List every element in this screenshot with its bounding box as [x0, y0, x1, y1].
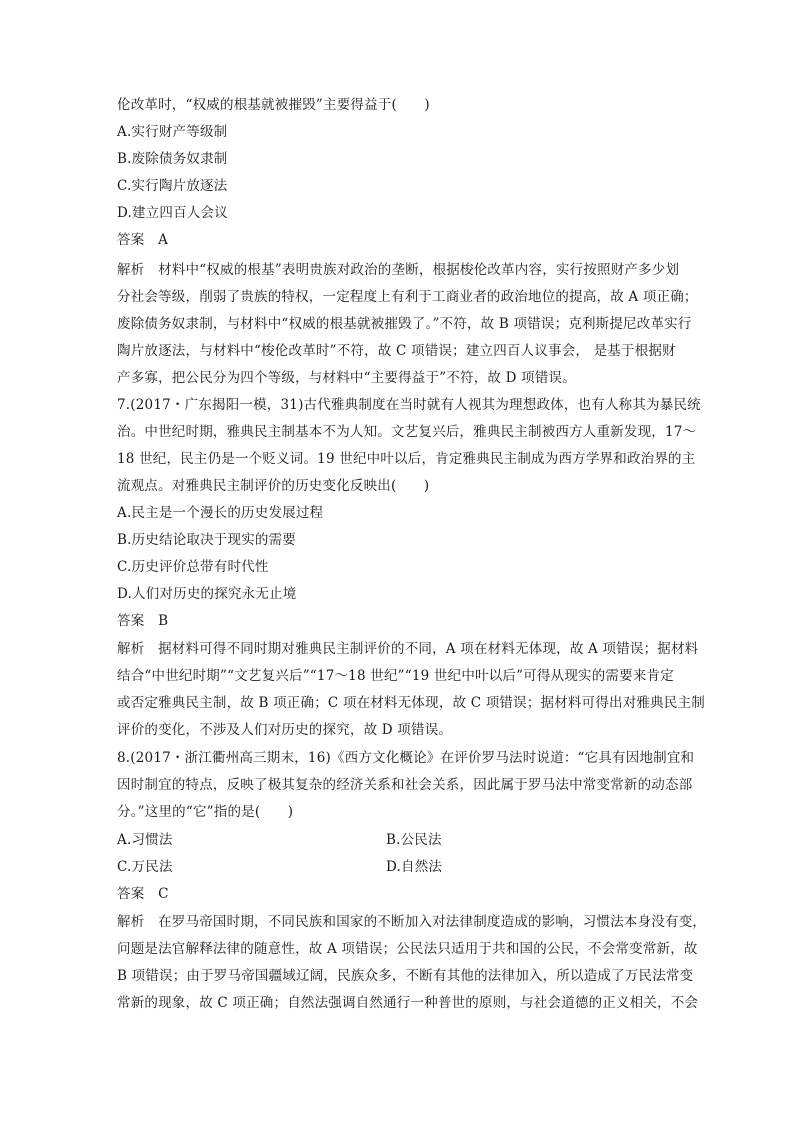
q6-analysis-line: 分社会等级，削弱了贵族的特权，一定程度上有利于工商业者的政治地位的提高，故 A 项正确；: [117, 289, 698, 305]
q8-stem-line: 分。”这里的“它”指的是( ): [117, 804, 294, 820]
q7-stem-line: 治。中世纪时期，雅典民主制基本不为人知。文艺复兴后，雅典民主制被西方人重新发现，17～: [117, 424, 697, 440]
q7-analysis-line: 解析 据材料可得不同时期对雅典民主制评价的不同，A 项在材料无体现，故 A 项错误；据材料: [117, 641, 699, 657]
q7-answer: 答案 B: [117, 613, 169, 629]
q6-option-a: A.实行财产等级制: [117, 124, 228, 140]
q8-stem-line: 因时制宜的特点，反映了极其复杂的经济关系和社会关系，因此属于罗马法中常变常新的动态部: [117, 777, 693, 793]
q8-stem-line: 8.(2017・浙江衢州高三期末，16)《西方文化概论》在评价罗马法时说道：“它具有因地制宜和: [117, 750, 695, 766]
q7-option-b: B.历史结论取决于现实的需要: [117, 532, 297, 548]
q7-option-c: C.历史评价总带有时代性: [117, 559, 269, 575]
q6-option-d: D.建立四百人会议: [117, 205, 228, 221]
q8-analysis-line: 解析 在罗马帝国时期，不同民族和国家的不断加入对法律制度造成的影响，习惯法本身没有变，: [117, 914, 707, 930]
q7-analysis-line: 或否定雅典民主制，故 B 项正确；C 项在材料无体现，故 C 项错误；据材料可得出对雅典民主制: [117, 695, 705, 711]
q8-answer: 答案 C: [117, 886, 169, 902]
q8-analysis-line: 问题是法官解释法律的随意性，故 A 项错误；公民法只适用于共和国的公民，不会常变常新，故: [117, 941, 698, 957]
q8-option-d: D.自然法: [386, 859, 443, 875]
q6-analysis-line: 陶片放逐法，与材料中“梭伦改革时”不符，故 C 项错误；建立四百人议事会， 是基于根据财: [117, 343, 676, 359]
q6-analysis-line: 解析 材料中“权威的根基”表明贵族对政治的垄断，根据梭伦改革内容，实行按照财产多少划: [117, 262, 680, 278]
q6-option-c: C.实行陶片放逐法: [117, 178, 228, 194]
q8-analysis-line: B 项错误；由于罗马帝国疆域辽阔，民族众多，不断有其他的法律加入，所以造成了万民法常变: [117, 968, 694, 984]
q7-option-d: D.人们对历史的探究永无止境: [117, 586, 297, 602]
q6-option-b: B.废除债务奴隶制: [117, 151, 228, 167]
q7-stem-line: 7.(2017・广东揭阳一模，31)古代雅典制度在当时就有人视其为理想政体，也有人称其为暴民统: [117, 397, 701, 413]
q6-answer: 答案 A: [117, 232, 169, 248]
q7-option-a: A.民主是一个漫长的历史发展过程: [117, 505, 324, 521]
q8-option-c: C.万民法: [117, 859, 173, 875]
q7-analysis-line: 评价的变化，不涉及人们对历史的探究，故 D 项错误。: [117, 722, 453, 738]
q6-stem: 伦改革时，“权威的根基就被摧毁”主要得益于( ): [117, 97, 430, 113]
q7-analysis-line: 结合“中世纪时期”“文艺复兴后”“17～18 世纪”“19 世纪中叶以后”可得从现实的需要来肯定: [117, 668, 674, 684]
q6-analysis-line: 废除债务奴隶制，与材料中“权威的根基就被摧毁了。”不符，故 B 项错误；克利斯提尼改革实行: [117, 316, 692, 332]
q6-analysis-line: 产多寡，把公民分为四个等级，与材料中“主要得益于”不符，故 D 项错误。: [117, 370, 576, 386]
q7-stem-line: 流观点。对雅典民主制评价的历史变化反映出( ): [117, 478, 430, 494]
q8-option-b: B.公民法: [386, 832, 442, 848]
q7-stem-line: 18 世纪，民主仍是一个贬义词。19 世纪中叶以后，肯定雅典民主制成为西方学界和政治界的主: [117, 451, 696, 467]
q8-option-a: A.习惯法: [117, 832, 173, 848]
q8-analysis-line: 常新的现象，故 C 项正确；自然法强调自然通行一种普世的原则，与社会道德的正义相关，不会: [117, 995, 699, 1011]
